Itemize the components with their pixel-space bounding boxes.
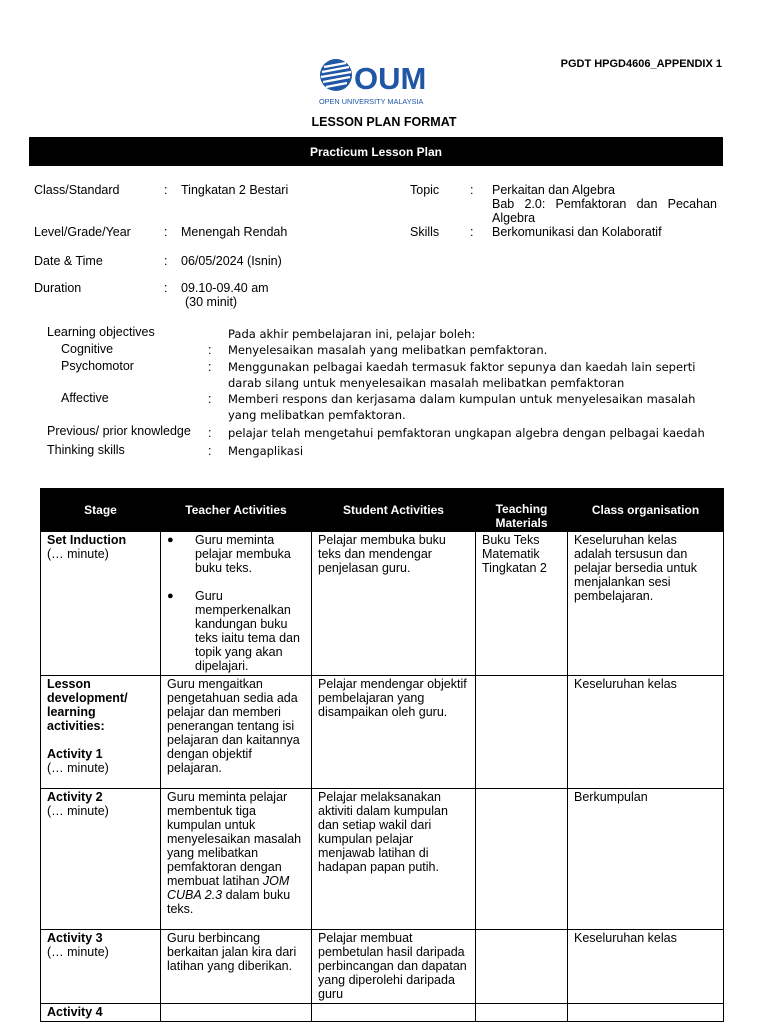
topic-colon: : <box>470 183 474 197</box>
stage-time: (… minute) <box>47 547 109 561</box>
cognitive-label: Cognitive <box>61 342 114 356</box>
class-value: Tingkatan 2 Bestari <box>181 183 289 197</box>
teacher-activities-cell: Guru berbincang berkaitan jalan kira dari latihan yang diberikan. <box>161 930 312 1004</box>
class-label: Class/Standard <box>34 183 120 197</box>
duration-time: 09.10-09.40 am <box>181 281 269 295</box>
psychomotor-objective: Menggunakan pelbagai kaedah termasuk faktor sepunya dan kaedah lain seperti darab silang untuk menyelesaikan masalah melibatkan pemfaktoran <box>228 360 696 390</box>
psychomotor-colon: : <box>208 360 212 374</box>
class-organisation-cell: Keseluruhan kelas <box>568 676 724 789</box>
lesson-plan-table <box>40 488 724 1022</box>
student-activities-cell <box>312 1004 476 1022</box>
student-activities-cell: Pelajar melaksanakan aktiviti dalam kumpulan dan setiap wakil dari kumpulan pelajar menjawab latihan di hadapan papan putih. <box>312 789 476 930</box>
duration-label: Duration <box>34 281 82 295</box>
oum-logo-mark <box>318 58 452 108</box>
list-item: ● Guru meminta pelajar membuka buku teks. <box>167 533 305 575</box>
topic-line-1: Perkaitan dan Algebra <box>492 183 616 197</box>
stage-title: Activity 3 <box>47 931 103 945</box>
learning-objectives-label: Learning objectives <box>47 325 155 339</box>
teacher-activities-list <box>167 533 305 673</box>
prior-knowledge-label: Previous/ prior knowledge <box>47 424 191 438</box>
table-row <box>41 789 724 930</box>
stage-cell <box>41 676 161 789</box>
teaching-materials-cell <box>476 789 568 930</box>
stage-title: Lesson development/ learning activities: <box>47 677 128 733</box>
prior-colon: : <box>208 426 212 440</box>
teaching-materials-cell: Buku Teks Matematik Tingkatan 2 <box>476 532 568 676</box>
stage-activity: Activity 1 <box>47 747 103 761</box>
teaching-materials-cell <box>476 1004 568 1022</box>
header-teaching-materials: Teaching Materials <box>476 489 568 532</box>
stage-title: Activity 4 <box>47 1005 103 1019</box>
class-organisation-cell: Keseluruhan kelas <box>568 930 724 1004</box>
duration-value <box>181 281 391 309</box>
stage-cell <box>41 930 161 1004</box>
student-activities-cell: Pelajar mendengar objektif pembelajaran yang disampaikan oleh guru. <box>312 676 476 789</box>
teaching-materials-cell <box>476 676 568 789</box>
affective-colon: : <box>208 392 212 406</box>
affective-label: Affective <box>61 391 109 405</box>
table-row <box>41 930 724 1004</box>
banner-text: Practicum Lesson Plan <box>309 144 443 159</box>
teacher-text: Guru meminta pelajar membentuk tiga kumpulan untuk menyelesaikan masalah yang melibatkan pemfaktoran dengan membuat latihan <box>167 790 302 888</box>
objectives-intro: Pada akhir pembelajaran ini, pelajar boleh: <box>228 327 476 341</box>
skills-colon: : <box>470 225 474 239</box>
level-value: Menengah Rendah <box>181 225 288 239</box>
class-colon: : <box>164 183 168 197</box>
cognitive-colon: : <box>208 343 212 357</box>
header-class-organisation: Class organisation <box>568 489 724 532</box>
topic-line-3: Algebra <box>492 211 536 225</box>
date-label: Date & Time <box>34 254 103 268</box>
teacher-text-end: dalam buku teks. <box>167 888 291 916</box>
stage-cell <box>41 532 161 676</box>
teacher-activities-cell <box>161 532 312 676</box>
teaching-materials-cell <box>476 930 568 1004</box>
stage-title: Set Induction <box>47 533 127 547</box>
table-row <box>41 1004 724 1022</box>
teacher-activities-cell: Guru mengaitkan pengetahuan sedia ada pelajar dan memberi penerangan tentang isi pelajaran dan kaitannya dengan objektif pelajaran. <box>161 676 312 789</box>
document-reference: PGDT HPGD4606_APPENDIX 1 <box>560 58 722 70</box>
topic-value <box>492 183 717 225</box>
class-organisation-cell: Keseluruhan kelas adalah tersusun dan pelajar bersedia untuk menjalankan sesi pembelajaran. <box>568 532 724 676</box>
date-value: 06/05/2024 (Isnin) <box>181 254 282 268</box>
class-organisation-cell <box>568 1004 724 1022</box>
student-activities-cell: Pelajar membuat pembetulan hasil daripada perbincangan dan dapatan yang diperolehi daripada guru <box>312 930 476 1004</box>
skills-label: Skills <box>410 225 440 239</box>
topic-label: Topic <box>410 183 440 197</box>
teacher-activities-cell <box>161 1004 312 1022</box>
oum-logo <box>318 58 452 108</box>
list-item: ● Guru memperkenalkan kandungan buku teks iaitu tema dan topik yang akan dipelajari. <box>167 589 305 673</box>
page-title: LESSON PLAN FORMAT <box>311 115 457 129</box>
table-row <box>41 532 724 676</box>
section-banner <box>29 137 723 166</box>
duration-minutes: (30 minit) <box>185 295 238 309</box>
student-activities-cell: Pelajar membuka buku teks dan mendengar penjelasan guru. <box>312 532 476 676</box>
stage-title: Activity 2 <box>47 790 103 804</box>
cognitive-objective: Menyelesaikan masalah yang melibatkan pemfaktoran. <box>228 343 548 357</box>
teacher-activities-cell <box>161 789 312 930</box>
topic-line-2: Bab 2.0: Pemfaktoran dan Pecahan <box>492 197 717 211</box>
skills-value: Berkomunikasi dan Kolaboratif <box>492 225 662 239</box>
stage-time: (… minute) <box>47 804 109 818</box>
thinking-skills: Mengaplikasi <box>228 444 304 458</box>
date-colon: : <box>164 254 168 268</box>
table-header-row <box>41 489 724 532</box>
prior-knowledge: pelajar telah mengetahui pemfaktoran ungkapan algebra dengan pelbagai kaedah <box>228 426 705 440</box>
affective-objective: Memberi respons dan kerjasama dalam kumpulan untuk menyelesaikan masalah yang melibatkan pemfaktoran. <box>228 392 696 422</box>
stage-cell <box>41 1004 161 1022</box>
table-row <box>41 676 724 789</box>
stage-time: (… minute) <box>47 761 109 775</box>
class-organisation-cell: Berkumpulan <box>568 789 724 930</box>
exercise-reference: JOM CUBA 2.3 <box>167 874 290 902</box>
stage-cell <box>41 789 161 930</box>
psychomotor-label: Psychomotor <box>61 359 134 373</box>
logo-subtext: OPEN UNIVERSITY MALAYSIA <box>319 97 424 106</box>
level-colon: : <box>164 225 168 239</box>
header-stage: Stage <box>41 489 161 532</box>
duration-colon: : <box>164 281 168 295</box>
thinking-skills-label: Thinking skills <box>47 443 125 457</box>
header-teacher-activities: Teacher Activities <box>161 489 312 532</box>
logo-text: OUM <box>354 61 427 96</box>
level-label: Level/Grade/Year <box>34 225 131 239</box>
header-student-activities: Student Activities <box>312 489 476 532</box>
thinking-colon: : <box>208 444 212 458</box>
stage-time: (… minute) <box>47 945 109 959</box>
